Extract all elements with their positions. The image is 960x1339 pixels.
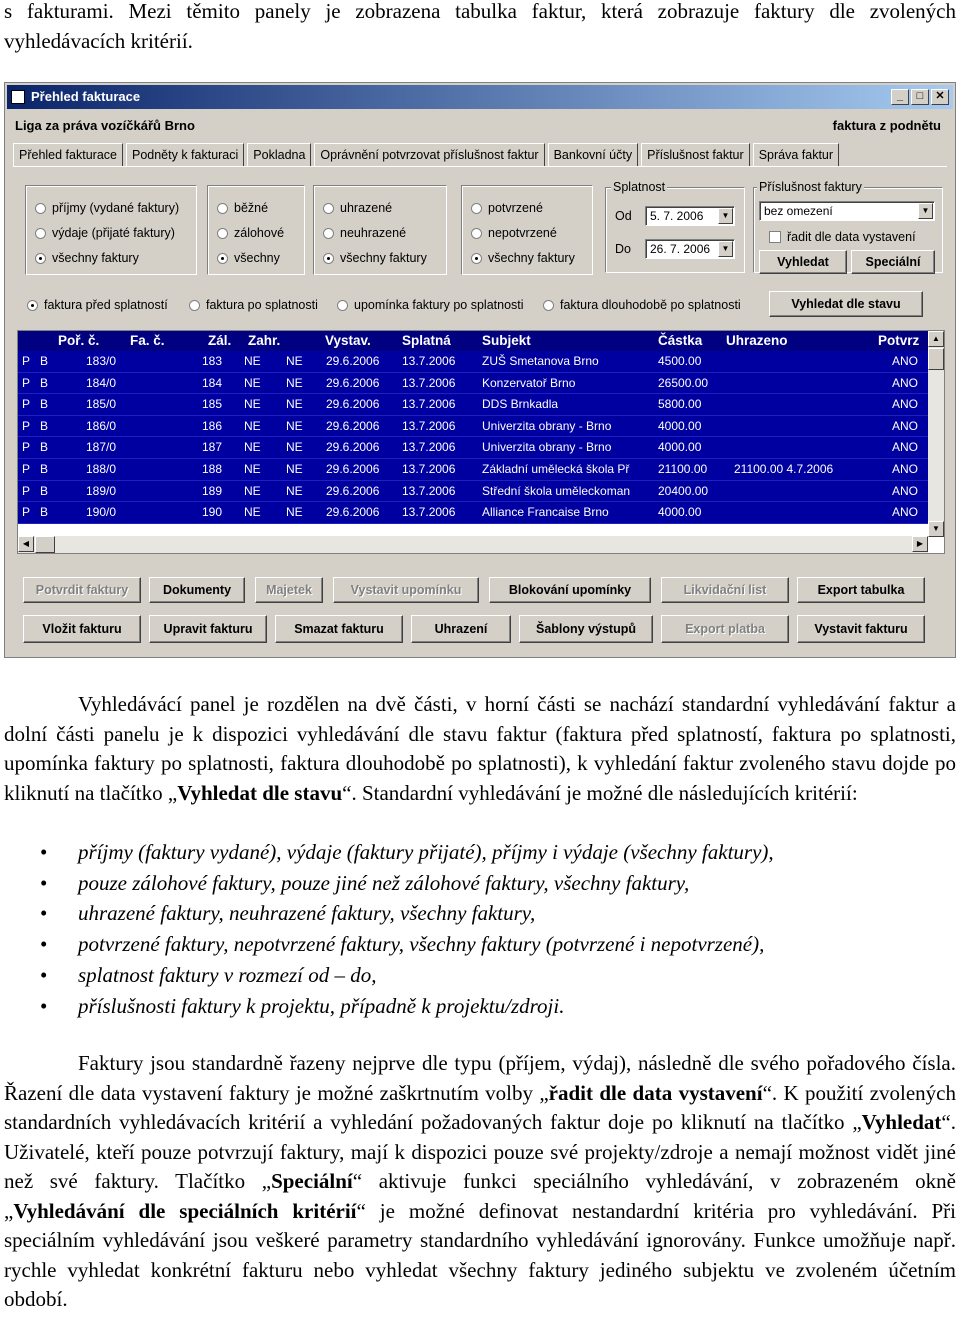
col-fa-c[interactable]: Fa. č. <box>130 333 165 348</box>
table-cell: NE <box>244 505 261 520</box>
table-cell: 190/0 <box>86 505 117 520</box>
table-cell: 13.7.2006 <box>402 505 456 520</box>
od-label: Od <box>615 209 632 223</box>
radio-uhrazene[interactable]: uhrazené <box>323 201 392 215</box>
col-zal[interactable]: Zál. <box>208 333 232 348</box>
od-date-field[interactable]: 5. 7. 2006 ▼ <box>645 206 735 226</box>
table-cell: NE <box>244 462 261 476</box>
assets-button[interactable]: Majetek <box>255 577 323 603</box>
table-cell: 190 <box>202 505 223 520</box>
export-table-button[interactable]: Export tabulka <box>797 577 925 603</box>
tab-prislusnost[interactable]: Příslušnost faktur <box>641 143 750 167</box>
table-row[interactable] <box>18 394 928 416</box>
horizontal-scroll-thumb[interactable] <box>35 536 55 553</box>
table-cell: 184 <box>202 375 223 390</box>
table-cell: NE <box>244 354 261 368</box>
radio-dlouhodobe[interactable]: faktura dlouhodobě po splatnosti <box>543 298 741 312</box>
search-button[interactable]: Vyhledat <box>759 250 847 274</box>
table-cell: 13.7.2006 <box>402 354 456 368</box>
table-cell: 189 <box>202 483 223 498</box>
table-row[interactable] <box>18 373 928 395</box>
table-cell: Univerzita obrany - Brno <box>482 440 612 455</box>
table-cell: 13.7.2006 <box>402 375 456 390</box>
search-by-state-button[interactable]: Vyhledat dle stavu <box>769 291 923 317</box>
table-cell: 29.6.2006 <box>326 375 380 390</box>
table-cell: 186/0 <box>86 418 117 433</box>
due-date-legend: Splatnost <box>613 180 666 194</box>
table-cell: NE <box>286 483 303 498</box>
radio-vsechny-potvrzeni[interactable]: všechny faktury <box>471 251 575 265</box>
list-item: • uhrazené faktury, neuhrazené faktury, všechny faktury, <box>4 898 956 929</box>
horizontal-scrollbar[interactable] <box>18 536 928 553</box>
maximize-icon[interactable]: □ <box>911 89 929 105</box>
table-cell: P <box>22 462 31 476</box>
minimize-icon[interactable]: _ <box>891 89 909 105</box>
documents-button[interactable]: Dokumenty <box>149 577 245 603</box>
radio-vydaje[interactable]: výdaje (přijaté faktury) <box>35 226 175 240</box>
radio-pred-splatnosti[interactable]: faktura před splatností <box>27 298 168 312</box>
do-date-field[interactable]: 26. 7. 2006 ▼ <box>645 239 735 259</box>
table-cell: 185 <box>202 397 223 412</box>
invoice-overview-window <box>4 82 956 658</box>
table-cell: 29.6.2006 <box>326 440 380 455</box>
chevron-down-icon[interactable]: ▼ <box>718 241 733 257</box>
mode-label: faktura z podnětu <box>832 118 941 133</box>
title-bar <box>7 85 953 109</box>
table-cell: B <box>40 375 49 390</box>
table-cell: NE <box>244 397 261 412</box>
radio-upominka[interactable]: upomínka faktury po splatnosti <box>337 298 524 312</box>
table-cell: 185/0 <box>86 397 117 412</box>
table-cell: P <box>22 418 31 433</box>
table-cell: P <box>22 397 31 412</box>
belonging-legend: Příslušnost faktury <box>759 180 862 194</box>
table-cell: NE <box>286 440 303 455</box>
table-cell: 26500.00 <box>658 375 709 390</box>
issue-invoice-button[interactable]: Vystavit fakturu <box>797 615 925 643</box>
tab-bankovni-ucty[interactable]: Bankovní účty <box>548 143 639 167</box>
table-cell: 13.7.2006 <box>402 440 456 455</box>
list-item: • příslušnosti faktury k projektu, případně k projektu/zdroji. <box>4 991 956 1022</box>
table-cell: 188/0 <box>86 462 117 476</box>
table-row[interactable] <box>18 459 928 481</box>
col-vystav[interactable]: Vystav. <box>325 333 371 348</box>
table-cell: Konzervatoř Brno <box>482 375 576 390</box>
table-cell: ANO <box>892 462 919 476</box>
table-cell: Střední škola uměleckoman <box>482 483 631 498</box>
table-row[interactable] <box>18 351 928 373</box>
table-cell: 29.6.2006 <box>326 397 380 412</box>
table-cell: NE <box>244 418 261 433</box>
special-button[interactable]: Speciální <box>851 250 935 274</box>
col-potvrz[interactable]: Potvrz <box>878 333 920 348</box>
vertical-scrollbar[interactable] <box>928 331 944 537</box>
table-cell: B <box>40 462 49 476</box>
table-cell: NE <box>244 483 261 498</box>
scroll-right-icon[interactable]: ▶ <box>912 536 928 552</box>
table-row[interactable] <box>18 437 928 459</box>
table-cell: Univerzita obrany - Brno <box>482 418 612 433</box>
vertical-scroll-thumb[interactable] <box>928 348 944 370</box>
table-cell: B <box>40 483 49 498</box>
sort-by-issue-date-checkbox[interactable]: řadit dle data vystavení <box>769 230 916 244</box>
radio-vsechny[interactable]: všechny <box>217 251 280 265</box>
table-cell: NE <box>286 505 303 520</box>
table-cell: 186 <box>202 418 223 433</box>
radio-nepotvrzene[interactable]: nepotvrzené <box>471 226 557 240</box>
confirm-invoices-button[interactable]: Potvrdit faktury <box>23 577 141 603</box>
window-title: Přehled fakturace <box>31 89 141 104</box>
table-cell: 29.6.2006 <box>326 505 380 520</box>
table-cell: P <box>22 440 31 455</box>
table-cell: B <box>40 397 49 412</box>
radio-po-splatnosti[interactable]: faktura po splatnosti <box>189 298 318 312</box>
delete-invoice-button[interactable]: Smazat fakturu <box>275 615 403 643</box>
app-icon <box>11 90 25 104</box>
insert-invoice-button[interactable]: Vložit fakturu <box>23 615 141 643</box>
criteria-list-container <box>4 837 956 1021</box>
output-templates-button[interactable]: Šablony výstupů <box>519 615 653 643</box>
table-cell: 183/0 <box>86 354 117 368</box>
table-cell: NE <box>286 418 303 433</box>
table-cell: 20400.00 <box>658 483 709 498</box>
table-cell: ANO <box>892 505 919 520</box>
table-cell: ANO <box>892 354 919 368</box>
intro-text: s fakturami. Mezi těmito panely je zobrazena tabulka faktur, která zobrazuje faktury dle zvolených vyhledávacích kritérií. <box>4 0 956 53</box>
table-cell: 29.6.2006 <box>326 418 380 433</box>
table-cell: NE <box>286 462 303 476</box>
table-cell: NE <box>286 397 303 412</box>
block-reminder-button[interactable]: Blokování upomínky <box>489 577 651 603</box>
col-subjekt[interactable]: Subjekt <box>482 333 531 348</box>
table-cell: NE <box>244 375 261 390</box>
belonging-select[interactable]: bez omezení ▼ <box>759 201 935 221</box>
search-panel-description: Vyhledávácí panel je rozdělen na dvě části, v horní části se nachází standardní vyhledávání faktur a dolní části panelu je k dispozici vyhledávání dle stavu faktur (faktura před splatností, faktura po splatnosti, upomínka faktury po splatnosti, faktura dlouhodobě po splatnosti), k vyhledání faktur zvoleného stavu dojde po kliknutí na tlačítko „Vyhledat dle stavu“. Standardní vyhledávání je možné dle následujících kritérií: <box>4 692 956 805</box>
invoice-table <box>17 330 945 554</box>
table-cell: B <box>40 505 49 520</box>
table-cell: ZUŠ Smetanova Brno <box>482 354 599 368</box>
table-cell: DDS Brnkadla <box>482 397 559 412</box>
radio-potvrzene[interactable]: potvrzené <box>471 201 543 215</box>
table-row[interactable] <box>18 502 928 524</box>
scroll-down-icon[interactable]: ▼ <box>928 521 944 537</box>
table-cell: 21100.00 4.7.2006 <box>734 462 834 476</box>
table-cell: 184/0 <box>86 375 117 390</box>
table-cell: Základní umělecká škola Př <box>482 462 630 476</box>
list-item: • pouze zálohové faktury, pouze jiné než zálohové faktury, všechny faktury, <box>4 868 956 899</box>
table-cell: 13.7.2006 <box>402 483 456 498</box>
table-cell: NE <box>286 375 303 390</box>
col-zahr[interactable]: Zahr. <box>248 333 281 348</box>
tab-opravneni[interactable]: Oprávnění potvrzovat příslušnost faktur <box>314 143 544 167</box>
table-cell: B <box>40 354 49 368</box>
col-splatna[interactable]: Splatná <box>402 333 451 348</box>
organization-name: Liga za práva vozíčkářů Brno <box>15 118 195 133</box>
table-cell: 29.6.2006 <box>326 354 380 368</box>
table-cell: P <box>22 505 31 520</box>
radio-bezne[interactable]: běžné <box>217 201 268 215</box>
payment-button[interactable]: Uhrazení <box>411 615 511 643</box>
table-cell: 29.6.2006 <box>326 462 380 476</box>
radio-vsechny-faktury[interactable]: všechny faktury <box>35 251 139 265</box>
scroll-left-icon[interactable]: ◀ <box>18 536 34 552</box>
table-cell: ANO <box>892 397 919 412</box>
scroll-up-icon[interactable]: ▲ <box>928 331 944 347</box>
table-cell: 4000.00 <box>658 418 702 433</box>
table-cell: ANO <box>892 375 919 390</box>
due-date-group <box>605 187 745 273</box>
table-row[interactable] <box>18 416 928 438</box>
table-cell: P <box>22 375 31 390</box>
table-cell: NE <box>286 354 303 368</box>
liquidation-list-button[interactable]: Likvidační list <box>661 577 789 603</box>
table-cell: 189/0 <box>86 483 117 498</box>
col-uhrazeno[interactable]: Uhrazeno <box>726 333 788 348</box>
table-cell: 13.7.2006 <box>402 397 456 412</box>
sorting-description: Faktury jsou standardně řazeny nejprve dle typu (příjem, výdaj), následně dle svého pořadového čísla. Řazení dle data vystavení faktury je možné zaškrtnutím volby „řadit dle data vystavení“. K použití zvolených standardních vyhledávacích kritérií a vyhledání požadovaných faktur doje po kliknutí na tlačítko „Vyhledat“. Uživatelé, kteří pouze potvrzují faktury, mají k dispozici pouze své projekty/zdroje a nemají možnost vidět jiné než své faktury. Tlačítko „Speciální“ aktivuje funkci speciálního vyhledávání, v zobrazeném okně „Vyhledávání dle speciálních kritérií“ je možné definovat nestandardní kritéria pro vyhledávání. Při speciálním vyhledávání jsou veškeré parametry standardního vyhledávání ignorovány. Funkce umožňuje např. rychle vyhledat konkrétní fakturu nebo vyhledat všechny faktury jediného subjektu ve zvoleném účetním období. <box>4 1051 957 1311</box>
chevron-down-icon[interactable]: ▼ <box>718 208 733 224</box>
tab-bar <box>13 143 842 167</box>
list-item: • příjmy (faktury vydané), výdaje (faktury přijaté), příjmy i výdaje (všechny faktury), <box>4 837 956 868</box>
edit-invoice-button[interactable]: Upravit fakturu <box>149 615 267 643</box>
table-cell: 29.6.2006 <box>326 483 380 498</box>
tab-sprava[interactable]: Správa faktur <box>753 143 839 167</box>
chevron-down-icon[interactable]: ▼ <box>918 203 933 219</box>
table-cell: 187/0 <box>86 440 117 455</box>
table-row[interactable] <box>18 481 928 503</box>
radio-neuhrazene[interactable]: neuhrazené <box>323 226 406 240</box>
table-cell: 4500.00 <box>658 354 702 368</box>
table-cell: 5800.00 <box>658 397 702 412</box>
table-cell: 13.7.2006 <box>402 418 456 433</box>
criteria-list <box>4 837 956 1021</box>
col-por-c[interactable]: Poř. č. <box>58 333 100 348</box>
list-item: • splatnost faktury v rozmezí od – do, <box>4 960 956 991</box>
tab-pokladna[interactable]: Pokladna <box>247 143 311 167</box>
intro-paragraph <box>4 0 956 56</box>
list-item: • potvrzené faktury, nepotvrzené faktury, všechny faktury (potvrzené i nepotvrzené), <box>4 929 956 960</box>
radio-zalohove[interactable]: zálohové <box>217 226 284 240</box>
export-payment-button[interactable]: Export platba <box>661 615 789 643</box>
table-cell: 183 <box>202 354 223 368</box>
issue-reminder-button[interactable]: Vystavit upomínku <box>333 577 479 603</box>
table-cell: NE <box>244 440 261 455</box>
table-cell: 21100.00 <box>658 462 708 476</box>
table-cell: 4000.00 <box>658 440 702 455</box>
table-cell: P <box>22 483 31 498</box>
table-cell: Alliance Francaise Brno <box>482 505 609 520</box>
table-cell: ANO <box>892 440 919 455</box>
table-cell: 188 <box>202 462 223 476</box>
table-cell: B <box>40 418 49 433</box>
table-cell: 187 <box>202 440 223 455</box>
table-cell: ANO <box>892 483 919 498</box>
table-cell: ANO <box>892 418 919 433</box>
do-label: Do <box>615 242 631 256</box>
tab-podnety[interactable]: Podněty k fakturaci <box>126 143 244 167</box>
table-cell: P <box>22 354 31 368</box>
tab-prehled-fakturace[interactable]: Přehled fakturace <box>13 143 123 167</box>
close-icon[interactable]: ✕ <box>931 89 949 105</box>
table-header <box>18 331 928 351</box>
col-castka[interactable]: Částka <box>658 333 703 348</box>
table-cell: 4000.00 <box>658 505 702 520</box>
table-cell: 13.7.2006 <box>402 462 456 476</box>
radio-prijmy[interactable]: příjmy (vydané faktury) <box>35 201 179 215</box>
table-cell: B <box>40 440 49 455</box>
radio-vsechny-uhrazeni[interactable]: všechny faktury <box>323 251 427 265</box>
